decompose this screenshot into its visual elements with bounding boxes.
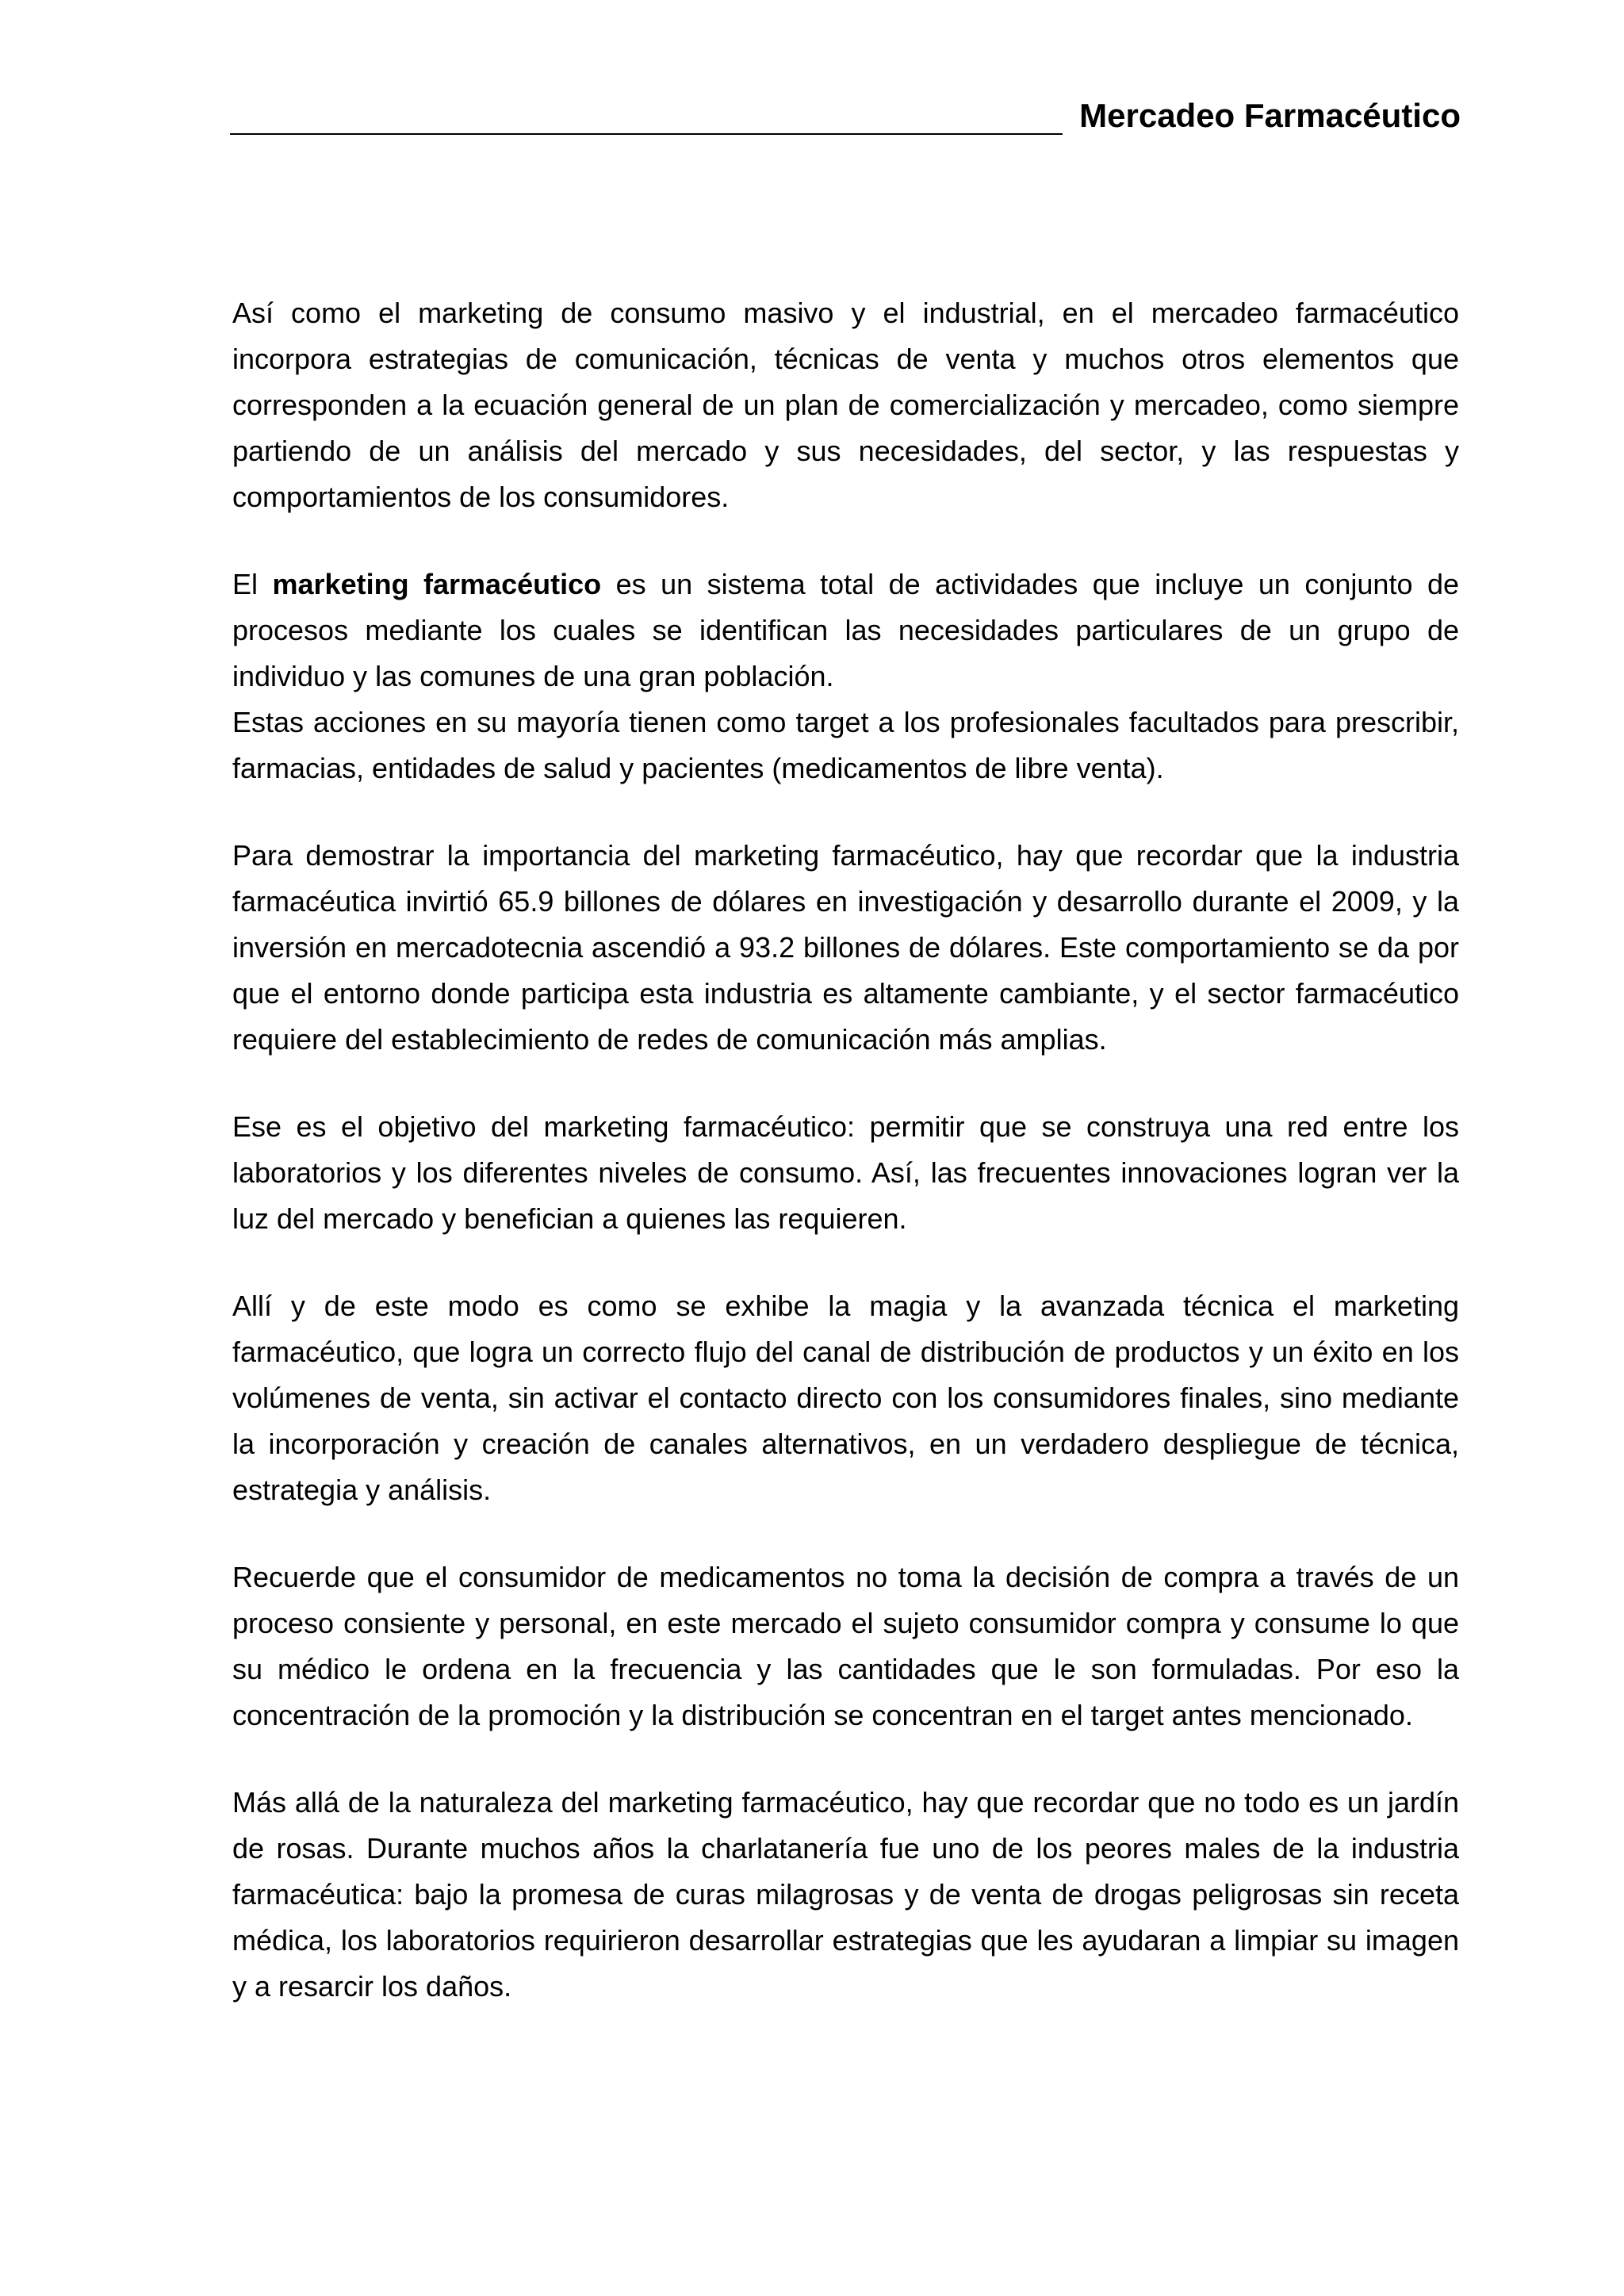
definition-text: es un sistema total de actividades que incluye un conjunto de procesos mediante los cuales se identifican las necesidades particulares de un grupo de individuo y las comunes de una gran población. bbox=[232, 568, 1459, 692]
paragraph-intro: Así como el marketing de consumo masivo y el industrial, en el mercadeo farmacéutico incorpora estrategias de comunicación, técnicas de venta y muchos otros elementos que corresponden a la ecuación general de un plan de comercialización y mercadeo, como siempre partiendo de un análisis del mercado y sus necesidades, del sector, y las respuestas y comportamientos de los consumidores. bbox=[232, 297, 1459, 513]
header-rule bbox=[230, 133, 1063, 135]
paragraph-definition bbox=[232, 562, 1459, 700]
paragraph-technique: Allí y de este modo es como se exhibe la magia y la avanzada técnica el marketing farmacéutico, que logra un correcto flujo del canal de distribución de productos y un éxito en los volúmenes de venta, sin activar el contacto directo con los consumidores finales, sino mediante la incorporación y creación de canales alternativos, en un verdadero despliegue de técnica, estrategia y análisis. bbox=[232, 1290, 1459, 1506]
paragraph-history: Más allá de la naturaleza del marketing farmacéutico, hay que recordar que no todo es un jardín de rosas. Durante muchos años la charlatanería fue uno de los peores males de la industria farmacéutica: bajo la promesa de curas milagrosas y de venta de drogas peligrosas sin receta médica, los laboratorios requirieron desarrollar estrategias que les ayudaran a limpiar su imagen y a resarcir los daños. bbox=[232, 1786, 1459, 2003]
paragraph-target: Estas acciones en su mayoría tienen como target a los profesionales facultados para prescribir, farmacias, entidades de salud y pacientes (medicamentos de libre venta). bbox=[232, 706, 1459, 784]
document-title: Mercadeo Farmacéutico bbox=[1079, 97, 1461, 134]
paragraph-consumer: Recuerde que el consumidor de medicamentos no toma la decisión de compra a través de un proceso consiente y personal, en este mercado el sujeto consumidor compra y consume lo que su médico le ordena en la frecuencia y las cantidades que le son formuladas. Por eso la concentración de la promoción y la distribución se concentran en el target antes mencionado. bbox=[232, 1561, 1459, 1731]
page-header bbox=[230, 97, 1461, 141]
definition-term: marketing farmacéutico bbox=[272, 568, 602, 600]
paragraph-group-definition bbox=[232, 562, 1459, 792]
paragraph-importance: Para demostrar la importancia del marketing farmacéutico, hay que recordar que la industria farmacéutica invirtió 65.9 billones de dólares en investigación y desarrollo durante el 2009, y la inversión en mercadotecnia ascendió a 93.2 billones de dólares. Este comportamiento se da por que el entorno donde participa esta industria es altamente cambiante, y el sector farmacéutico requiere del establecimiento de redes de comunicación más amplias. bbox=[232, 839, 1459, 1056]
definition-prefix: El bbox=[232, 568, 273, 600]
document-body bbox=[232, 290, 1459, 2051]
paragraph-objective: Ese es el objetivo del marketing farmacéutico: permitir que se construya una red entre los laboratorios y los diferentes niveles de consumo. Así, las frecuentes innovaciones logran ver la luz del mercado y benefician a quienes las requieren. bbox=[232, 1110, 1459, 1235]
